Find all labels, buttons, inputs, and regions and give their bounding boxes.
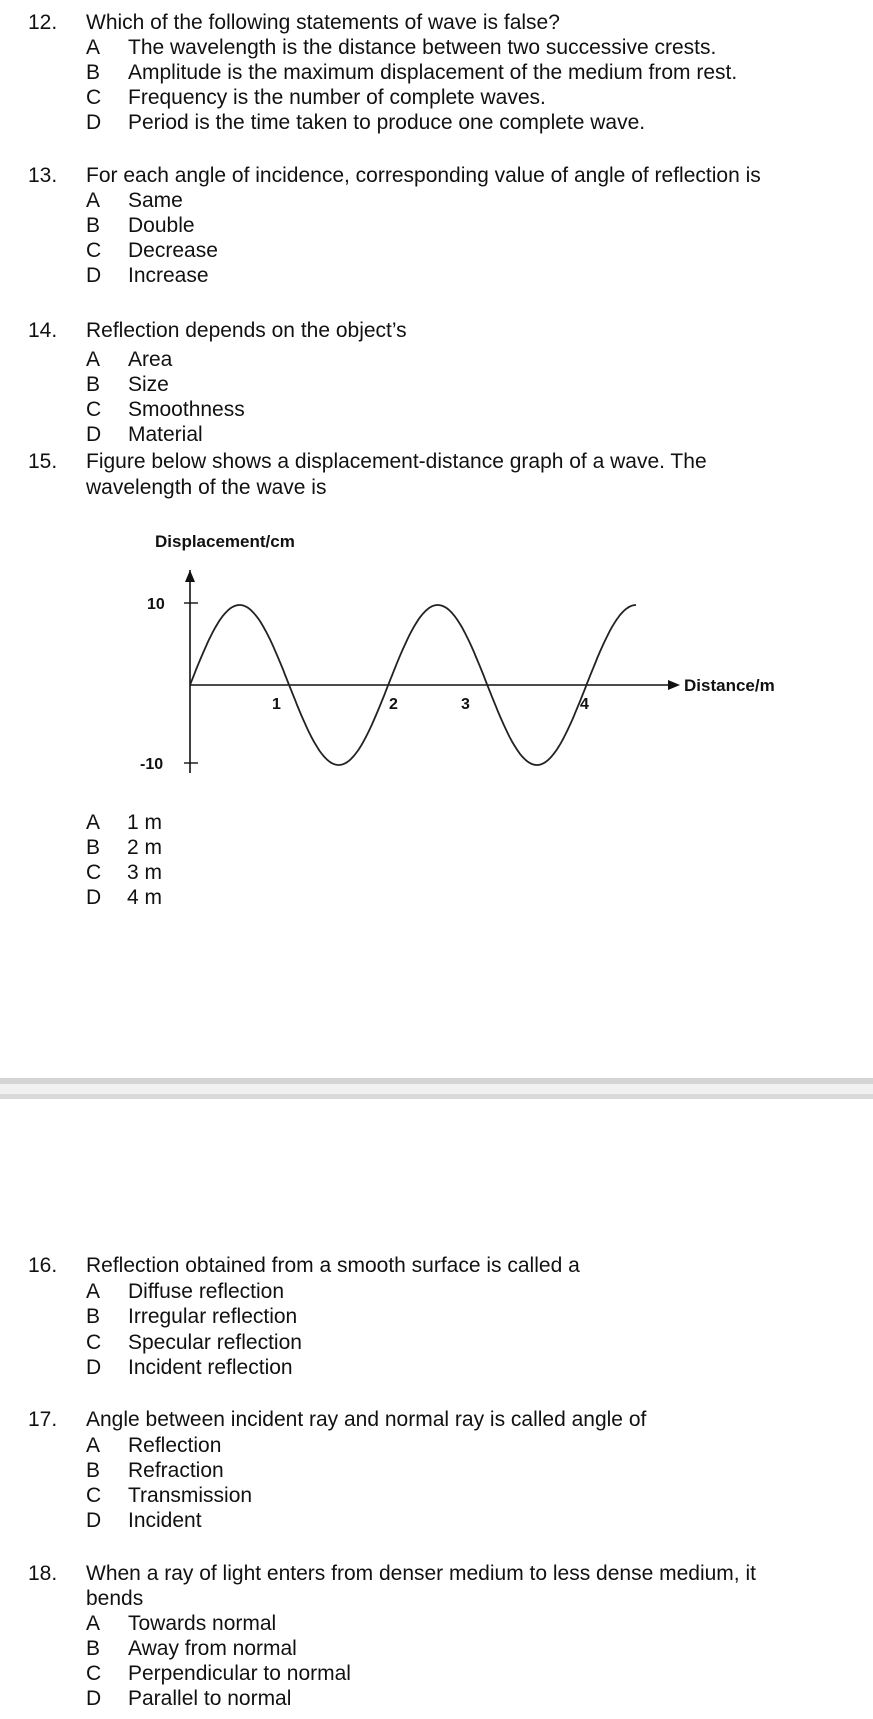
option-a[interactable]: A Reflection [86,1434,222,1457]
option-a[interactable]: A Towards normal [86,1612,277,1635]
y-tick-label: 10 [147,596,165,613]
question-text: Angle between incident ray and normal ray is called angle of [86,1408,647,1431]
question-number: 15. [28,450,58,473]
option-c[interactable]: C Specular reflection [86,1331,302,1354]
option-a[interactable]: A Area [86,348,173,371]
option-b[interactable]: B Amplitude is the maximum displacement of the medium from rest. [86,61,738,84]
option-b[interactable]: B Irregular reflection [86,1305,298,1328]
option-b[interactable]: B Double [86,214,195,237]
page-break-divider [0,1078,873,1102]
option-d[interactable]: D Incident reflection [86,1356,293,1379]
question-text-line1: Figure below shows a displacement-distance graph of a wave. The [86,450,707,473]
x-tick-label: 1 [272,696,281,713]
question-number: 16. [28,1254,58,1277]
option-d[interactable]: D Increase [86,264,209,287]
question-number: 18. [28,1562,58,1585]
question-text-line2: bends [86,1587,144,1610]
option-b[interactable]: B Away from normal [86,1637,297,1660]
option-a[interactable]: A Same [86,189,183,212]
option-c[interactable]: C Decrease [86,239,218,262]
x-tick-label: 2 [389,696,398,713]
option-c[interactable]: C Smoothness [86,398,245,421]
option-a[interactable]: A 1 m [86,811,163,834]
option-c[interactable]: C Frequency is the number of complete waves. [86,86,546,109]
x-tick-label: 3 [461,696,470,713]
option-d[interactable]: D Incident [86,1509,202,1532]
question-text-line1: When a ray of light enters from denser medium to less dense medium, it [86,1562,756,1585]
option-b[interactable]: B Refraction [86,1459,224,1482]
question-text: Reflection obtained from a smooth surface is called a [86,1254,580,1277]
option-a[interactable]: A The wavelength is the distance between two successive crests. [86,36,717,59]
option-c[interactable]: C Transmission [86,1484,253,1507]
option-b[interactable]: B 2 m [86,836,163,859]
x-axis-arrowhead [668,680,680,690]
question-number: 17. [28,1408,58,1431]
option-d[interactable]: D Period is the time taken to produce one complete wave. [86,111,646,134]
question-text: Reflection depends on the object’s [86,319,407,342]
option-d[interactable]: D Parallel to normal [86,1687,292,1710]
question-number: 13. [28,164,58,187]
x-tick-label: 4 [580,696,589,713]
option-b[interactable]: B Size [86,373,169,396]
option-c[interactable]: C Perpendicular to normal [86,1662,351,1685]
question-text: For each angle of incidence, corresponding value of angle of reflection is [86,164,761,187]
question-number: 12. [28,11,58,34]
x-axis-label: Distance/m [684,676,775,695]
option-d[interactable]: D 4 m [86,886,163,909]
question-text: Which of the following statements of wave is false? [86,11,560,34]
question-number: 14. [28,319,58,342]
option-d[interactable]: D Material [86,423,203,446]
y-tick-label: -10 [140,756,164,773]
y-axis-label: Displacement/cm [155,532,295,551]
question-text-line2: wavelength of the wave is [86,476,327,499]
wave-chart [0,520,873,790]
option-c[interactable]: C 3 m [86,861,163,884]
option-a[interactable]: A Diffuse reflection [86,1280,285,1303]
y-axis-arrowhead [185,570,195,582]
